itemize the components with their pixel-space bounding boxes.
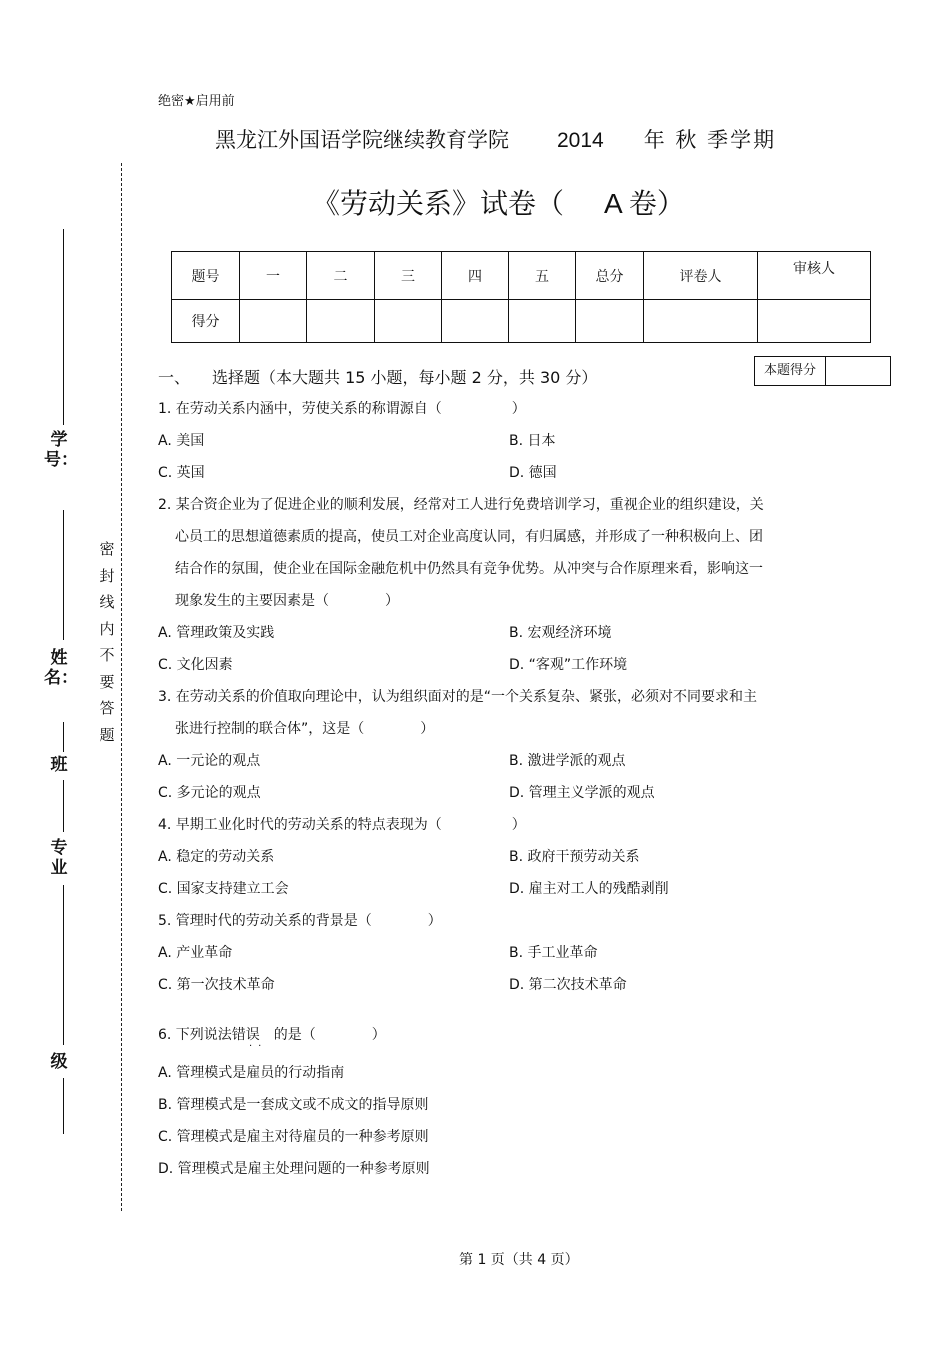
score-input-cell[interactable] — [240, 300, 307, 343]
emphasis-dots: ·· — [249, 1041, 268, 1052]
paper-version: A 卷） — [604, 188, 685, 219]
option-a: A. 管理模式是雇员的行动指南 — [158, 1065, 345, 1081]
option-d: D. 德国 — [509, 465, 557, 481]
score-header-cell: 三 — [375, 252, 442, 300]
score-input-cell[interactable] — [576, 300, 644, 343]
major-line — [63, 885, 64, 1045]
section-heading — [158, 365, 597, 388]
option-b: B. 政府干预劳动关系 — [509, 849, 640, 865]
question-stem: 1. 在劳动关系内涵中，劳使关系的称谓源自（ ） — [158, 401, 526, 417]
major-label: 专业 — [50, 838, 68, 878]
score-input-cell[interactable] — [758, 300, 871, 343]
school-name: 黑龙江外国语学院继续教育学院 — [215, 128, 509, 152]
exam-header — [215, 124, 776, 154]
score-header-cell: 总分 — [576, 252, 644, 300]
option-d: D. 雇主对工人的残酷剥削 — [509, 881, 669, 897]
class-label: 班 — [50, 755, 68, 775]
score-input-cell[interactable] — [442, 300, 509, 343]
question-stem: 6. 下列说法错误 的是（ ） — [158, 1027, 386, 1043]
score-input-cell[interactable] — [644, 300, 758, 343]
option-d: D. 管理主义学派的观点 — [509, 785, 655, 801]
question-stem: 2. 某合资企业为了促进企业的顺利发展，经常对工人进行免费培训学习，重视企业的组织建设，关 — [158, 497, 764, 513]
score-input-cell[interactable] — [375, 300, 442, 343]
question-stem-continued: 现象发生的主要因素是（ ） — [175, 593, 399, 609]
question-stem-continued: 心员工的思想道德素质的提高，使员工对企业高度认同，有归属感，并形成了一种积极向上、团 — [175, 529, 763, 545]
question-stem: 4. 早期工业化时代的劳动关系的特点表现为（ ） — [158, 817, 526, 833]
option-c: C. 第一次技术革命 — [158, 977, 275, 993]
option-b: B. 激进学派的观点 — [509, 753, 626, 769]
score-header-cell: 四 — [442, 252, 509, 300]
score-input-cell[interactable] — [509, 300, 576, 343]
name-line — [63, 510, 64, 640]
grade-line — [63, 1078, 64, 1134]
name-label: 姓名： — [44, 648, 78, 688]
option-c: C. 文化因素 — [158, 657, 233, 673]
score-header-cell: 评卷人 — [644, 252, 758, 300]
page-footer: 第 1 页（共 4 页） — [459, 1252, 579, 1268]
exam-year: 2014 — [557, 129, 604, 152]
score-header-cell: 五 — [509, 252, 576, 300]
section-title: 选择题（本大题共 15 小题，每小题 2 分，共 30 分） — [212, 368, 598, 387]
seal-dashed-line — [121, 163, 122, 1211]
score-table — [171, 251, 871, 343]
section-score-box — [754, 356, 891, 386]
option-d: D. 第二次技术革命 — [509, 977, 627, 993]
student-id-label: 学号： — [44, 430, 78, 470]
question-stem-continued: 张进行控制的联合体”，这是（ ） — [175, 721, 435, 737]
score-header-cell: 二 — [307, 252, 375, 300]
option-d: D. 管理模式是雇主处理问题的一种参考原则 — [158, 1161, 430, 1177]
course-title: 《劳动关系》试卷（ — [312, 187, 565, 220]
score-header-cell: 一 — [240, 252, 307, 300]
question-stem-continued: 结合作的氛围，使企业在国际金融危机中仍然具有竞争优势。从冲突与合作原理来看，影响这一 — [175, 561, 763, 577]
option-b: B. 手工业革命 — [509, 945, 598, 961]
option-a: A. 美国 — [158, 433, 205, 449]
class-line-bottom — [63, 780, 64, 832]
class-line-top — [63, 722, 64, 752]
section-number: 一、 — [158, 368, 191, 387]
option-c: C. 多元论的观点 — [158, 785, 261, 801]
confidential-mark: 绝密★启用前 — [158, 94, 235, 109]
score-header-cell: 审核人 — [758, 252, 871, 300]
option-b: B. 管理模式是一套成文或不成文的指导原则 — [158, 1097, 429, 1113]
option-b: B. 宏观经济环境 — [509, 625, 612, 641]
option-d: D. “客观”工作环境 — [509, 657, 628, 673]
option-a: A. 管理政策及实践 — [158, 625, 275, 641]
score-header-cell: 题号 — [172, 252, 240, 300]
student-id-line — [63, 229, 64, 425]
section-score-label: 本题得分 — [755, 357, 826, 385]
question-stem: 5. 管理时代的劳动关系的背景是（ ） — [158, 913, 442, 929]
score-input-cell[interactable] — [307, 300, 375, 343]
option-a: A. 一元论的观点 — [158, 753, 261, 769]
seal-notice: 密封线内不要答题 — [99, 540, 115, 744]
score-table-score-row — [172, 300, 871, 343]
option-a: A. 产业革命 — [158, 945, 233, 961]
option-a: A. 稳定的劳动关系 — [158, 849, 275, 865]
option-c: C. 英国 — [158, 465, 205, 481]
option-b: B. 日本 — [509, 433, 556, 449]
grade-label: 级 — [50, 1052, 68, 1072]
score-table-header-row — [172, 252, 871, 300]
option-c: C. 国家支持建立工会 — [158, 881, 289, 897]
page-title — [312, 182, 685, 222]
exam-term: 年 秋 季学期 — [643, 128, 777, 152]
question-stem: 3. 在劳动关系的价值取向理论中，认为组织面对的是“一个关系复杂、紧张，必须对不同要求和主 — [158, 689, 758, 705]
option-c: C. 管理模式是雇主对待雇员的一种参考原则 — [158, 1129, 429, 1145]
score-row-label: 得分 — [172, 300, 240, 343]
